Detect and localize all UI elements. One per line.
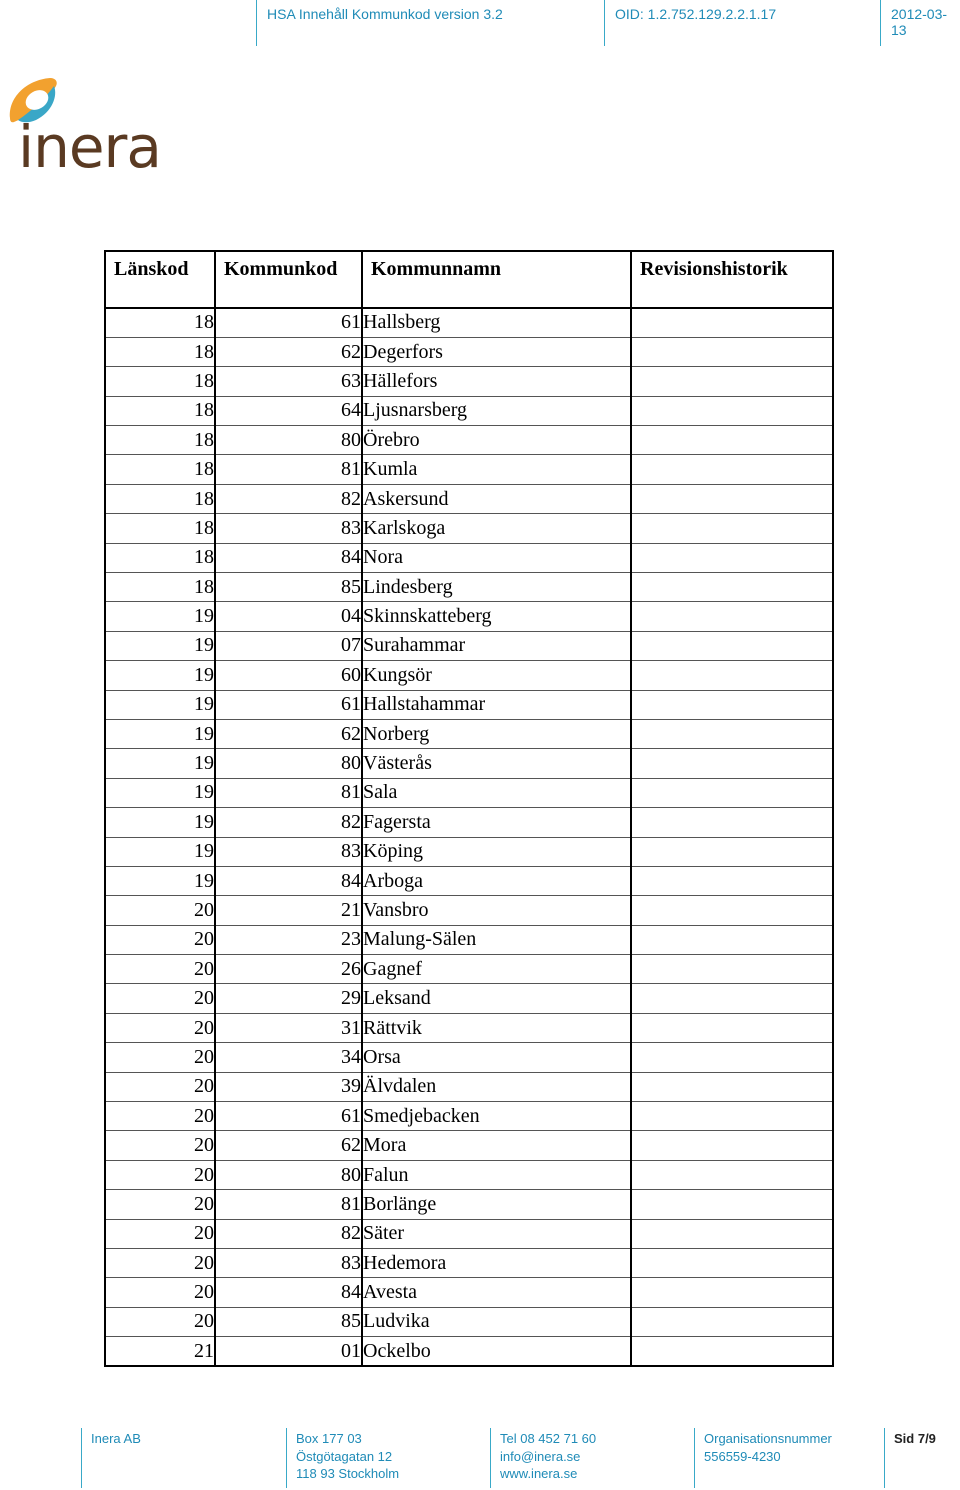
cell-kommunkod: 84 [215, 543, 362, 572]
cell-kommunnamn: Falun [362, 1160, 631, 1189]
cell-lanskod: 19 [105, 661, 215, 690]
cell-revisionshistorik [631, 719, 833, 748]
footer-contact [490, 1428, 694, 1488]
cell-revisionshistorik [631, 896, 833, 925]
cell-lanskod: 20 [105, 955, 215, 984]
table-row [105, 837, 833, 866]
footer-email-link[interactable]: info@inera.se [500, 1448, 581, 1464]
cell-kommunkod: 83 [215, 514, 362, 543]
table-row [105, 1160, 833, 1189]
table-row [105, 308, 833, 337]
cell-kommunnamn: Surahammar [362, 631, 631, 660]
cell-revisionshistorik [631, 573, 833, 602]
table-row [105, 719, 833, 748]
table-row [105, 1043, 833, 1072]
table-row [105, 778, 833, 807]
cell-kommunkod: 61 [215, 690, 362, 719]
cell-kommunnamn: Lindesberg [362, 573, 631, 602]
footer-org-label: Organisationsnummer [704, 1431, 832, 1446]
cell-kommunkod: 81 [215, 455, 362, 484]
cell-kommunnamn: Askersund [362, 484, 631, 513]
table-row [105, 396, 833, 425]
cell-kommunnamn: Skinnskatteberg [362, 602, 631, 631]
cell-lanskod: 18 [105, 455, 215, 484]
cell-revisionshistorik [631, 955, 833, 984]
cell-kommunnamn: Nora [362, 543, 631, 572]
cell-kommunnamn: Vansbro [362, 896, 631, 925]
cell-revisionshistorik [631, 455, 833, 484]
cell-lanskod: 20 [105, 1160, 215, 1189]
table-body [105, 308, 833, 1366]
cell-kommunkod: 80 [215, 749, 362, 778]
table-row [105, 1102, 833, 1131]
cell-kommunnamn: Borlänge [362, 1190, 631, 1219]
cell-lanskod: 20 [105, 896, 215, 925]
cell-kommunkod: 82 [215, 1219, 362, 1248]
cell-kommunnamn: Smedjebacken [362, 1102, 631, 1131]
cell-lanskod: 20 [105, 1249, 215, 1278]
cell-kommunnamn: Rättvik [362, 1013, 631, 1042]
table-row [105, 514, 833, 543]
footer-phone: Tel 08 452 71 60 [500, 1431, 597, 1446]
cell-lanskod: 18 [105, 426, 215, 455]
cell-kommunnamn: Avesta [362, 1278, 631, 1307]
cell-revisionshistorik [631, 1043, 833, 1072]
cell-kommunkod: 61 [215, 1102, 362, 1131]
footer-address [286, 1428, 490, 1488]
cell-kommunnamn: Orsa [362, 1043, 631, 1072]
cell-lanskod: 20 [105, 1102, 215, 1131]
cell-lanskod: 20 [105, 925, 215, 954]
cell-kommunnamn: Ockelbo [362, 1337, 631, 1366]
cell-revisionshistorik [631, 1307, 833, 1336]
cell-kommunnamn: Hallstahammar [362, 690, 631, 719]
cell-kommunkod: 83 [215, 837, 362, 866]
cell-lanskod: 19 [105, 749, 215, 778]
cell-lanskod: 18 [105, 396, 215, 425]
cell-lanskod: 19 [105, 866, 215, 895]
cell-kommunkod: 80 [215, 426, 362, 455]
cell-kommunkod: 01 [215, 1337, 362, 1366]
cell-lanskod: 21 [105, 1337, 215, 1366]
cell-lanskod: 18 [105, 367, 215, 396]
cell-kommunnamn: Kungsör [362, 661, 631, 690]
table-row [105, 543, 833, 572]
doc-oid [604, 0, 880, 46]
doc-oid-text: OID: 1.2.752.129.2.2.1.17 [615, 6, 777, 22]
cell-revisionshistorik [631, 1102, 833, 1131]
cell-revisionshistorik [631, 1160, 833, 1189]
cell-kommunkod: 62 [215, 1131, 362, 1160]
cell-revisionshistorik [631, 1249, 833, 1278]
doc-title-text: HSA Innehåll Kommunkod version 3.2 [267, 6, 503, 22]
cell-revisionshistorik [631, 661, 833, 690]
cell-revisionshistorik [631, 778, 833, 807]
cell-revisionshistorik [631, 396, 833, 425]
cell-lanskod: 18 [105, 573, 215, 602]
table-row [105, 484, 833, 513]
cell-kommunnamn: Örebro [362, 426, 631, 455]
table-row [105, 955, 833, 984]
cell-kommunkod: 82 [215, 808, 362, 837]
cell-revisionshistorik [631, 337, 833, 366]
cell-revisionshistorik [631, 1219, 833, 1248]
cell-kommunkod: 62 [215, 719, 362, 748]
footer-company [81, 1428, 286, 1488]
col-header-kommunkod: Kommunkod [215, 251, 362, 308]
cell-lanskod: 20 [105, 1190, 215, 1219]
cell-kommunkod: 29 [215, 984, 362, 1013]
cell-kommunkod: 23 [215, 925, 362, 954]
table-row [105, 1013, 833, 1042]
table-row [105, 573, 833, 602]
footer-page [884, 1428, 960, 1488]
cell-kommunkod: 34 [215, 1043, 362, 1072]
cell-lanskod: 20 [105, 1278, 215, 1307]
table-row [105, 866, 833, 895]
footer-org-number: 556559-4230 [704, 1448, 781, 1464]
table-row [105, 984, 833, 1013]
cell-lanskod: 20 [105, 984, 215, 1013]
cell-kommunkod: 61 [215, 308, 362, 337]
cell-kommunkod: 85 [215, 1307, 362, 1336]
cell-revisionshistorik [631, 514, 833, 543]
cell-kommunnamn: Ludvika [362, 1307, 631, 1336]
cell-lanskod: 18 [105, 543, 215, 572]
cell-kommunnamn: Leksand [362, 984, 631, 1013]
footer-company-name: Inera AB [91, 1431, 141, 1446]
cell-revisionshistorik [631, 1013, 833, 1042]
cell-kommunkod: 63 [215, 367, 362, 396]
cell-lanskod: 19 [105, 837, 215, 866]
table-row [105, 925, 833, 954]
table-row [105, 896, 833, 925]
cell-kommunkod: 62 [215, 337, 362, 366]
cell-kommunkod: 04 [215, 602, 362, 631]
footer-address-line: Box 177 03 [296, 1431, 362, 1446]
cell-revisionshistorik [631, 984, 833, 1013]
table-row [105, 455, 833, 484]
cell-lanskod: 19 [105, 602, 215, 631]
cell-kommunkod: 64 [215, 396, 362, 425]
cell-kommunkod: 80 [215, 1160, 362, 1189]
table-row [105, 808, 833, 837]
doc-date-text: 2012-03-13 [891, 6, 948, 38]
cell-lanskod: 19 [105, 690, 215, 719]
cell-lanskod: 20 [105, 1219, 215, 1248]
cell-kommunnamn: Arboga [362, 866, 631, 895]
cell-revisionshistorik [631, 690, 833, 719]
cell-revisionshistorik [631, 1278, 833, 1307]
cell-lanskod: 18 [105, 308, 215, 337]
cell-kommunkod: 21 [215, 896, 362, 925]
cell-kommunkod: 07 [215, 631, 362, 660]
cell-revisionshistorik [631, 484, 833, 513]
cell-kommunnamn: Sala [362, 778, 631, 807]
cell-lanskod: 19 [105, 631, 215, 660]
cell-revisionshistorik [631, 367, 833, 396]
cell-kommunnamn: Mora [362, 1131, 631, 1160]
doc-title [256, 0, 604, 46]
cell-revisionshistorik [631, 631, 833, 660]
table-row [105, 602, 833, 631]
table-row [105, 661, 833, 690]
table-row [105, 631, 833, 660]
table-row [105, 367, 833, 396]
cell-kommunkod: 84 [215, 1278, 362, 1307]
cell-kommunkod: 60 [215, 661, 362, 690]
table-row [105, 337, 833, 366]
cell-lanskod: 19 [105, 719, 215, 748]
cell-revisionshistorik [631, 1131, 833, 1160]
table-row [105, 690, 833, 719]
cell-lanskod: 19 [105, 808, 215, 837]
cell-lanskod: 20 [105, 1013, 215, 1042]
cell-revisionshistorik [631, 1190, 833, 1219]
table-row [105, 1278, 833, 1307]
cell-kommunkod: 84 [215, 866, 362, 895]
footer-address-line: 118 93 Stockholm [296, 1466, 400, 1481]
cell-revisionshistorik [631, 308, 833, 337]
cell-kommunnamn: Hedemora [362, 1249, 631, 1278]
cell-revisionshistorik [631, 837, 833, 866]
table-row [105, 1249, 833, 1278]
col-header-lanskod: Länskod [105, 251, 215, 308]
cell-kommunnamn: Degerfors [362, 337, 631, 366]
cell-lanskod: 20 [105, 1307, 215, 1336]
table-row [105, 1219, 833, 1248]
cell-revisionshistorik [631, 602, 833, 631]
cell-kommunkod: 81 [215, 1190, 362, 1219]
cell-lanskod: 20 [105, 1072, 215, 1101]
cell-kommunnamn: Gagnef [362, 955, 631, 984]
cell-revisionshistorik [631, 866, 833, 895]
table-row [105, 1337, 833, 1366]
cell-revisionshistorik [631, 808, 833, 837]
footer-address-line: Östgötagatan 12 [296, 1448, 393, 1464]
cell-revisionshistorik [631, 925, 833, 954]
cell-kommunnamn: Västerås [362, 749, 631, 778]
cell-kommunkod: 83 [215, 1249, 362, 1278]
cell-lanskod: 19 [105, 778, 215, 807]
table-row [105, 1072, 833, 1101]
cell-lanskod: 18 [105, 514, 215, 543]
footer-website-link[interactable]: www.inera.se [500, 1466, 578, 1481]
cell-kommunnamn: Malung-Sälen [362, 925, 631, 954]
cell-kommunnamn: Älvdalen [362, 1072, 631, 1101]
kommunkod-table [104, 250, 834, 1367]
cell-kommunnamn: Kumla [362, 455, 631, 484]
cell-kommunkod: 81 [215, 778, 362, 807]
cell-kommunnamn: Karlskoga [362, 514, 631, 543]
inera-logo-text: inera [18, 113, 161, 181]
cell-revisionshistorik [631, 426, 833, 455]
cell-kommunnamn: Köping [362, 837, 631, 866]
cell-kommunkod: 82 [215, 484, 362, 513]
doc-date [880, 0, 960, 46]
col-header-revisionshistorik: Revisionshistorik [631, 251, 833, 308]
table-row [105, 426, 833, 455]
cell-kommunkod: 31 [215, 1013, 362, 1042]
cell-lanskod: 18 [105, 484, 215, 513]
table-row [105, 749, 833, 778]
table-row [105, 1307, 833, 1336]
cell-revisionshistorik [631, 749, 833, 778]
cell-kommunnamn: Hällefors [362, 367, 631, 396]
cell-revisionshistorik [631, 1072, 833, 1101]
cell-lanskod: 18 [105, 337, 215, 366]
cell-kommunkod: 26 [215, 955, 362, 984]
page-number: Sid 7/9 [894, 1431, 936, 1446]
cell-lanskod: 20 [105, 1043, 215, 1072]
cell-revisionshistorik [631, 543, 833, 572]
cell-kommunnamn: Hallsberg [362, 308, 631, 337]
cell-kommunnamn: Säter [362, 1219, 631, 1248]
cell-kommunkod: 85 [215, 573, 362, 602]
cell-kommunnamn: Norberg [362, 719, 631, 748]
cell-kommunnamn: Ljusnarsberg [362, 396, 631, 425]
col-header-kommunnamn: Kommunnamn [362, 251, 631, 308]
table-header-row [105, 251, 833, 308]
table-row [105, 1131, 833, 1160]
footer-org [694, 1428, 884, 1488]
cell-kommunnamn: Fagersta [362, 808, 631, 837]
cell-lanskod: 20 [105, 1131, 215, 1160]
cell-revisionshistorik [631, 1337, 833, 1366]
cell-kommunkod: 39 [215, 1072, 362, 1101]
table-row [105, 1190, 833, 1219]
